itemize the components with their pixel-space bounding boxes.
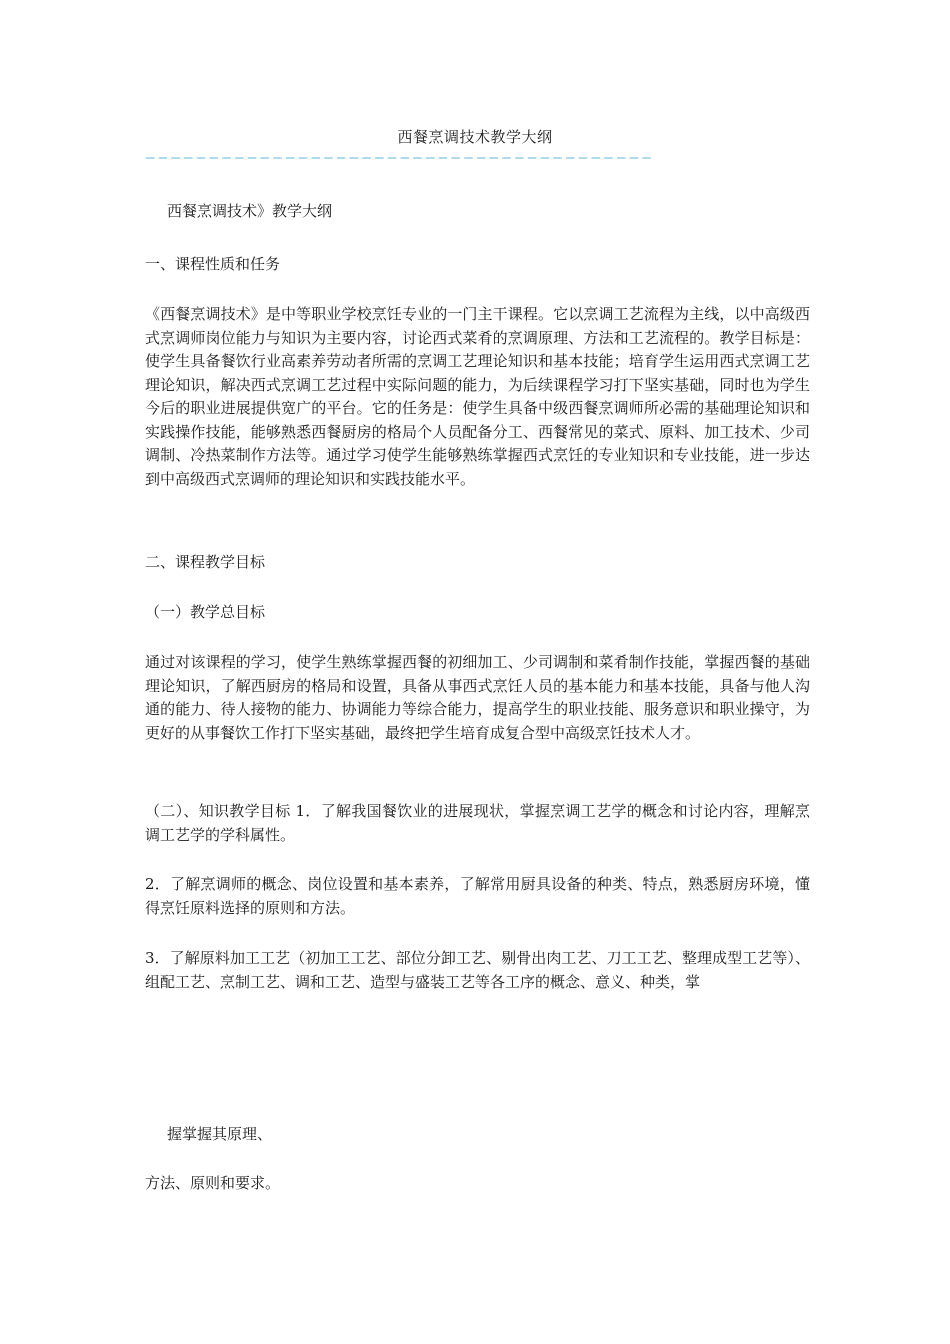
- section-heading-teaching-goals: 二、课程教学目标: [145, 553, 266, 571]
- paragraph-knowledge-goal-3: 3．了解原料加工工艺（初加工工艺、部位分卸工艺、剔骨出肉工艺、刀工工艺、整理成型工艺等）、组配工艺、烹制工艺、调和工艺、造型与盛装工艺等各工序的概念、意义、种类，掌: [145, 949, 810, 991]
- paragraph-overall-goal: 通过对该课程的学习，使学生熟练掌握西餐的初细加工、少司调制和菜肴制作技能，掌握西餐的基础理论知识，了解西厨房的格局和设置，具备从事西式烹饪人员的基本能力和基本技能，具备与他人沟通的能力、待人接物的能力、协调能力等综合能力，提高学生的职业技能、服务意识和职业操守，为更好的从事餐饮工作打下坚实基础，最终把学生培育成复合型中高级烹饪技术人才。: [145, 653, 810, 742]
- document-title: 西餐烹调技术教学大纲: [397, 128, 553, 146]
- subtitle-paragraph: 西餐烹调技术》教学大纲: [167, 202, 333, 220]
- paragraph-continuation-2: 方法、原则和要求。: [145, 1174, 281, 1192]
- paragraph-course-description: 《西餐烹调技术》是中等职业学校烹饪专业的一门主干课程。它以烹调工艺流程为主线，以中高级西式烹调师岗位能力与知识为主要内容，讨论西式菜肴的烹调原理、方法和工艺流程的。教学目标是：使学生具备餐饮行业高素养劳动者所需的烹调工艺理论知识和基本技能；培育学生运用西式烹调工艺理论知识，解决西式烹调工艺过程中实际问题的能力，为后续课程学习打下坚实基础，同时也为学生今后的职业进展提供宽广的平台。它的任务是：使学生具备中级西餐烹调师所必需的基础理论知识和实践操作技能，能够熟悉西餐厨房的格局个人员配备分工、西餐常见的菜式、原料、加工技术、少司调制、冷热菜制作方法等。通过学习使学生能够熟练掌握西式烹饪的专业知识和专业技能，进一步达到中高级西式烹调师的理论知识和实践技能水平。: [145, 305, 810, 488]
- title-divider: ————————————————————————————————————————: [146, 150, 656, 166]
- subheading-overall-goal: （一）教学总目标: [145, 603, 266, 621]
- paragraph-knowledge-goal-1: （二）、知识教学目标 1．了解我国餐饮业的进展现状，掌握烹调工艺学的概念和讨论内容，理解烹调工艺学的学科属性。: [145, 802, 810, 844]
- section-heading-course-nature: 一、课程性质和任务: [145, 255, 281, 273]
- paragraph-continuation-1: 握掌握其原理、: [167, 1125, 273, 1143]
- paragraph-knowledge-goal-2: 2．了解烹调师的概念、岗位设置和基本素养，了解常用厨具设备的种类、特点，熟悉厨房环境，懂得烹饪原料选择的原则和方法。: [145, 875, 810, 917]
